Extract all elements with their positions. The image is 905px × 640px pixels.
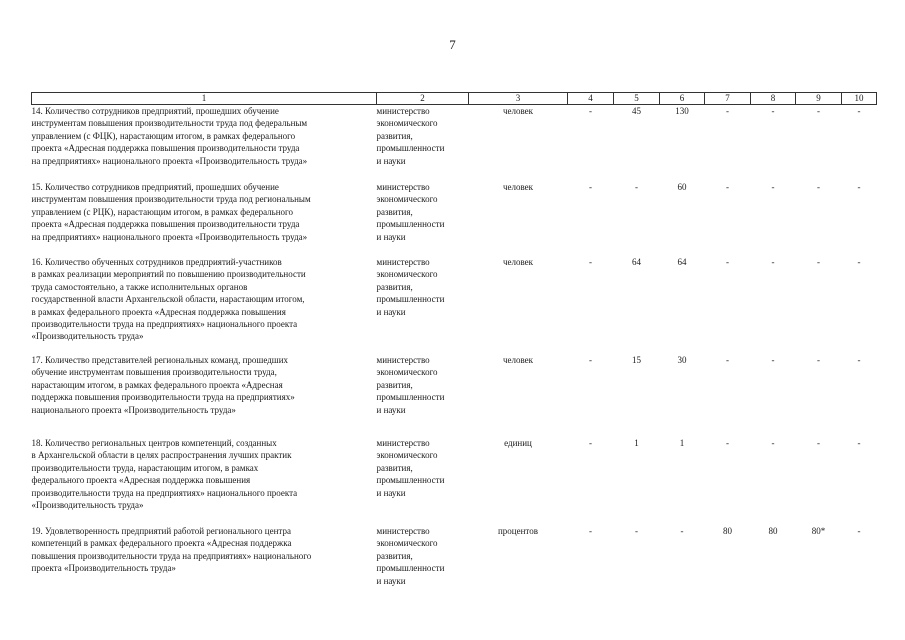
value-cell: - [771,438,775,448]
responsible-cell [377,437,469,525]
indicator-line: федерального проекта «Адресная поддержка повышения [31,475,251,486]
column-header: 9 [796,93,842,105]
unit-cell: процентов [497,526,538,536]
value-cell: - [726,438,729,448]
responsible-line: и науки [376,404,406,415]
indicator-line: инструментам повышения производительности труда под федеральным [31,118,308,129]
responsible-line: экономического [376,118,438,129]
indicator-line: государственной власти Архангельской области, нарастающим итогом, [31,294,305,305]
value-cell: - [817,355,820,365]
responsible-line: министерство [376,438,430,448]
value-cell: - [857,438,861,448]
value-cell: - [817,438,820,448]
indicator-line: производительности труда, нарастающим итогом, в рамках [31,462,259,473]
indicators-table [31,92,877,587]
indicator-line: на предприятиях» национального проекта «Производительность труда» [31,155,308,166]
indicator-line: производительности труда на предприятиях» национального проекта [31,319,298,330]
indicator-line: национального проекта «Производительность труда» [31,404,236,415]
indicator-line: на предприятиях» национального проекта «Производительность труда» [31,231,308,242]
indicator-line: 14. Количество сотрудников предприятий, прошедших обучение [31,106,279,116]
indicator-line: проекта «Производительность труда» [31,563,176,574]
value-cell: - [726,182,729,192]
indicator-line: 16. Количество обученных сотрудников предприятий-участников [31,257,282,267]
indicator-line: производительности труда на предприятиях» национального проекта [31,487,298,498]
value-cell: - [771,182,775,192]
unit-cell: человек [502,355,534,365]
responsible-line: промышленности [376,475,445,486]
indicator-line: «Производительность труда» [31,331,144,342]
table-row [32,256,877,354]
value-cell: - [589,257,592,267]
indicator-cell [32,105,377,182]
responsible-line: экономического [376,538,438,549]
indicator-line: повышения производительности труда на предприятиях» национального [31,550,312,561]
value-cell: - [817,257,820,267]
responsible-line: и науки [376,306,406,317]
responsible-line: экономического [376,269,438,280]
responsible-line: министерство [376,526,430,536]
indicator-line: в рамках реализации мероприятий по повышению производительности [31,269,306,280]
page-number: 7 [449,37,456,52]
responsible-cell [377,105,469,182]
value-cell: - [771,355,775,365]
value-cell: - [726,106,729,116]
value-cell: - [589,106,592,116]
value-cell: - [817,182,820,192]
indicator-line: управлением (с РЦК), нарастающим итогом, в рамках федерального [31,206,294,217]
value-cell: - [589,182,592,192]
responsible-line: развития, [376,130,413,141]
responsible-line: министерство [376,182,430,192]
column-header: 3 [469,93,568,105]
value-cell: - [635,526,638,536]
indicator-line: нарастающим итогом, в рамках федерального проекта «Адресная [31,379,283,390]
value-cell: - [857,526,861,536]
value-cell: 1 [634,438,639,448]
indicator-line: в Архангельской области в целях распространения лучших практик [31,450,292,461]
indicator-line: инструментам повышения производительности труда под региональным [31,194,311,205]
indicator-line: 17. Количество представителей региональных команд, прошедших [31,355,289,365]
indicator-line: проекта «Адресная поддержка повышения производительности труда [31,143,300,154]
responsible-line: развития, [376,281,413,292]
value-cell: 64 [632,257,641,267]
column-header: 8 [751,93,796,105]
responsible-line: и науки [376,575,406,586]
responsible-cell [377,256,469,354]
responsible-line: промышленности [376,294,445,305]
responsible-line: министерство [376,106,430,116]
indicator-line: «Производительность труда» [31,500,144,511]
responsible-line: промышленности [376,219,445,230]
value-cell: - [817,106,820,116]
indicator-line: поддержка повышения производительности труда на предприятиях» [31,392,295,403]
value-cell: 1 [679,438,685,448]
value-cell: - [771,106,775,116]
column-header: 2 [377,93,469,105]
table-row [32,525,877,587]
unit-cell: человек [502,106,534,116]
column-header: 4 [568,93,614,105]
responsible-line: промышленности [376,563,445,574]
value-cell: 80 [768,526,778,536]
value-cell: - [589,438,592,448]
unit-cell: человек [502,182,534,192]
value-cell: - [857,355,861,365]
indicator-line: труда самостоятельно, а также исполнительных органов [31,281,248,292]
table-row [32,354,877,437]
indicator-cell [32,256,377,354]
responsible-line: и науки [376,155,406,166]
value-cell: - [589,355,592,365]
responsible-line: развития, [376,462,413,473]
table-row [32,105,877,182]
value-cell: 80* [811,526,826,536]
value-cell: - [680,526,684,536]
responsible-line: министерство [376,257,430,267]
column-header: 10 [842,93,877,105]
column-number-row [32,93,877,105]
responsible-line: развития, [376,379,413,390]
responsible-line: экономического [376,367,438,378]
responsible-line: и науки [376,487,406,498]
value-cell: 60 [677,182,687,192]
column-header: 7 [705,93,751,105]
column-header: 6 [660,93,705,105]
value-cell: 64 [677,257,687,267]
responsible-line: экономического [376,194,438,205]
table-row [32,437,877,525]
value-cell: 80 [723,526,732,536]
value-cell: - [857,257,861,267]
responsible-line: развития, [376,550,413,561]
responsible-line: промышленности [376,392,445,403]
responsible-cell [377,181,469,256]
indicator-line: 15. Количество сотрудников предприятий, прошедших обучение [31,182,279,192]
indicator-line: 18. Количество региональных центров компетенций, созданных [31,438,277,448]
value-cell: - [857,182,861,192]
indicator-cell [32,437,377,525]
responsible-line: и науки [376,231,406,242]
value-cell: 45 [632,106,641,116]
column-header: 5 [614,93,660,105]
responsible-line: развития, [376,206,413,217]
indicator-line: обучение инструментам повышения производительности труда, [31,367,277,378]
indicator-line: управлением (с ФЦК), нарастающим итогом, в рамках федерального [31,130,296,141]
column-header: 1 [32,93,377,105]
value-cell: - [726,257,729,267]
value-cell: - [726,355,729,365]
value-cell: - [857,106,861,116]
table-row [32,181,877,256]
responsible-line: экономического [376,450,438,461]
value-cell: 30 [677,355,687,365]
indicator-line: компетенций в рамках федерального проекта «Адресная поддержка [31,538,292,549]
indicator-cell [32,181,377,256]
value-cell: - [771,257,775,267]
indicator-line: в рамках федерального проекта «Адресная поддержка повышения [31,306,286,317]
indicator-cell [32,354,377,437]
indicator-line: 19. Удовлетворенность предприятий работой регионального центра [31,526,291,536]
unit-cell: единиц [504,438,532,448]
value-cell: - [589,526,592,536]
value-cell: 130 [675,106,689,116]
indicator-cell [32,525,377,587]
value-cell: 15 [632,355,641,365]
indicator-line: проекта «Адресная поддержка повышения производительности труда [31,219,300,230]
value-cell: - [635,182,638,192]
responsible-cell [377,525,469,587]
responsible-line: промышленности [376,143,445,154]
responsible-line: министерство [376,355,430,365]
responsible-cell [377,354,469,437]
unit-cell: человек [502,257,534,267]
